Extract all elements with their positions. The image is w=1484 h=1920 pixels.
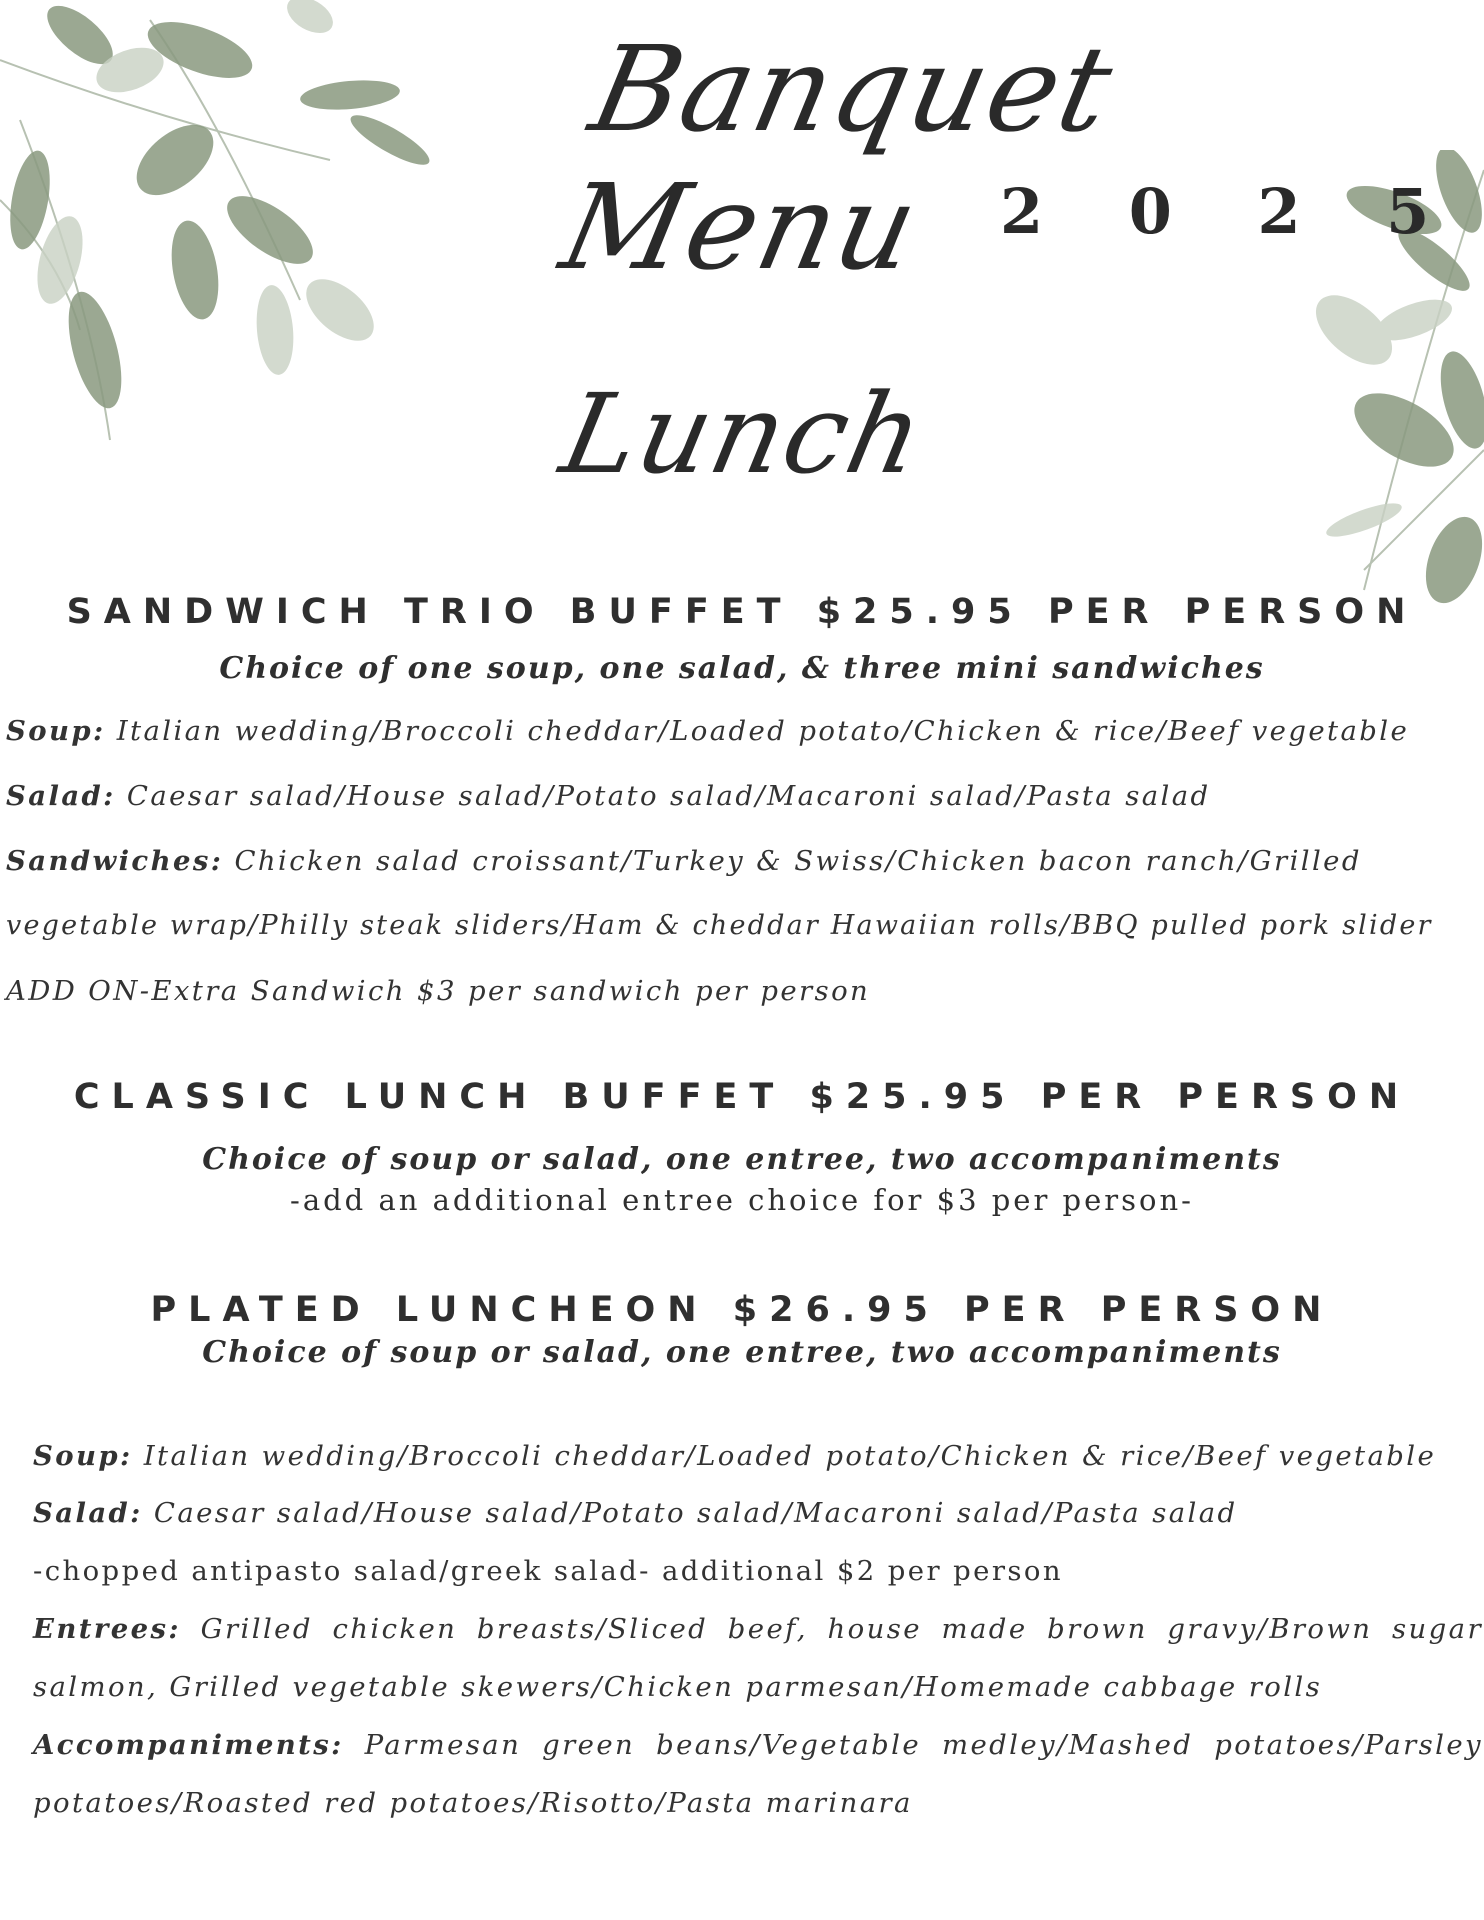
salad-label: Salad: (6, 780, 116, 812)
salad-options: Caesar salad/House salad/Potato salad/Macaroni salad/Pasta salad (153, 1497, 1238, 1529)
sandwich-trio-subtitle: Choice of one soup, one salad, & three mini sandwiches (219, 651, 1265, 686)
plated-entrees-line (33, 1613, 1483, 1645)
sandwich-trio-salad-line (6, 780, 1211, 812)
plated-luncheon-heading: PLATED LUNCHEON $26.95 PER PERSON (150, 1290, 1334, 1330)
entrees-label: Entrees: (33, 1613, 181, 1645)
plated-salad-extra: -chopped antipasto salad/greek salad- additional $2 per person (33, 1555, 1063, 1587)
classic-lunch-subtitle: Choice of soup or salad, one entree, two accompaniments (202, 1142, 1282, 1177)
salad-options: Caesar salad/House salad/Potato salad/Macaroni salad/Pasta salad (126, 780, 1211, 812)
sandwich-trio-soup-line (6, 715, 1409, 747)
sandwiches-options-continued: vegetable wrap/Philly steak sliders/Ham & cheddar Hawaiian rolls/BBQ pulled pork slider (6, 910, 1433, 941)
sandwiches-options: Chicken salad croissant/Turkey & Swiss/Chicken bacon ranch/Grilled (234, 845, 1362, 877)
accompaniments-label: Accompaniments: (33, 1729, 344, 1761)
plated-accompaniments-line (33, 1729, 1483, 1761)
sandwich-trio-heading: SANDWICH TRIO BUFFET $25.95 PER PERSON (66, 592, 1418, 632)
classic-lunch-heading: CLASSIC LUNCH BUFFET $25.95 PER PERSON (73, 1077, 1411, 1117)
foliage-top-left-decoration (0, 0, 540, 460)
sandwiches-label: Sandwiches: (6, 845, 224, 877)
sandwich-add-on: ADD ON-Extra Sandwich $3 per sandwich per person (6, 975, 871, 1007)
sandwich-trio-sandwiches-line (6, 845, 1362, 877)
entrees-options: Grilled chicken breasts/Sliced beef, house made brown gravy/Brown sugar (200, 1613, 1483, 1645)
page-title: Banquet Menu (550, 20, 1126, 296)
plated-salad-line (33, 1497, 1238, 1529)
entrees-options-continued: salmon, Grilled vegetable skewers/Chicken parmesan/Homemade cabbage rolls (33, 1671, 1323, 1703)
soup-label: Soup: (6, 715, 106, 747)
salad-label: Salad: (33, 1497, 143, 1529)
plated-luncheon-subtitle: Choice of soup or salad, one entree, two accompaniments (202, 1335, 1282, 1370)
plated-soup-line (33, 1440, 1436, 1472)
soup-options: Italian wedding/Broccoli cheddar/Loaded potato/Chicken & rice/Beef vegetable (116, 715, 1410, 747)
accompaniments-options: Parmesan green beans/Vegetable medley/Mashed potatoes/Parsley (364, 1729, 1483, 1761)
year-label: 2 0 2 5 (1000, 175, 1462, 248)
section-title-lunch: Lunch (551, 370, 936, 498)
soup-options: Italian wedding/Broccoli cheddar/Loaded potato/Chicken & rice/Beef vegetable (143, 1440, 1437, 1472)
soup-label: Soup: (33, 1440, 133, 1472)
classic-lunch-note: -add an additional entree choice for $3 per person- (290, 1183, 1194, 1217)
accompaniments-options-continued: potatoes/Roasted red potatoes/Risotto/Pasta marinara (33, 1787, 913, 1819)
